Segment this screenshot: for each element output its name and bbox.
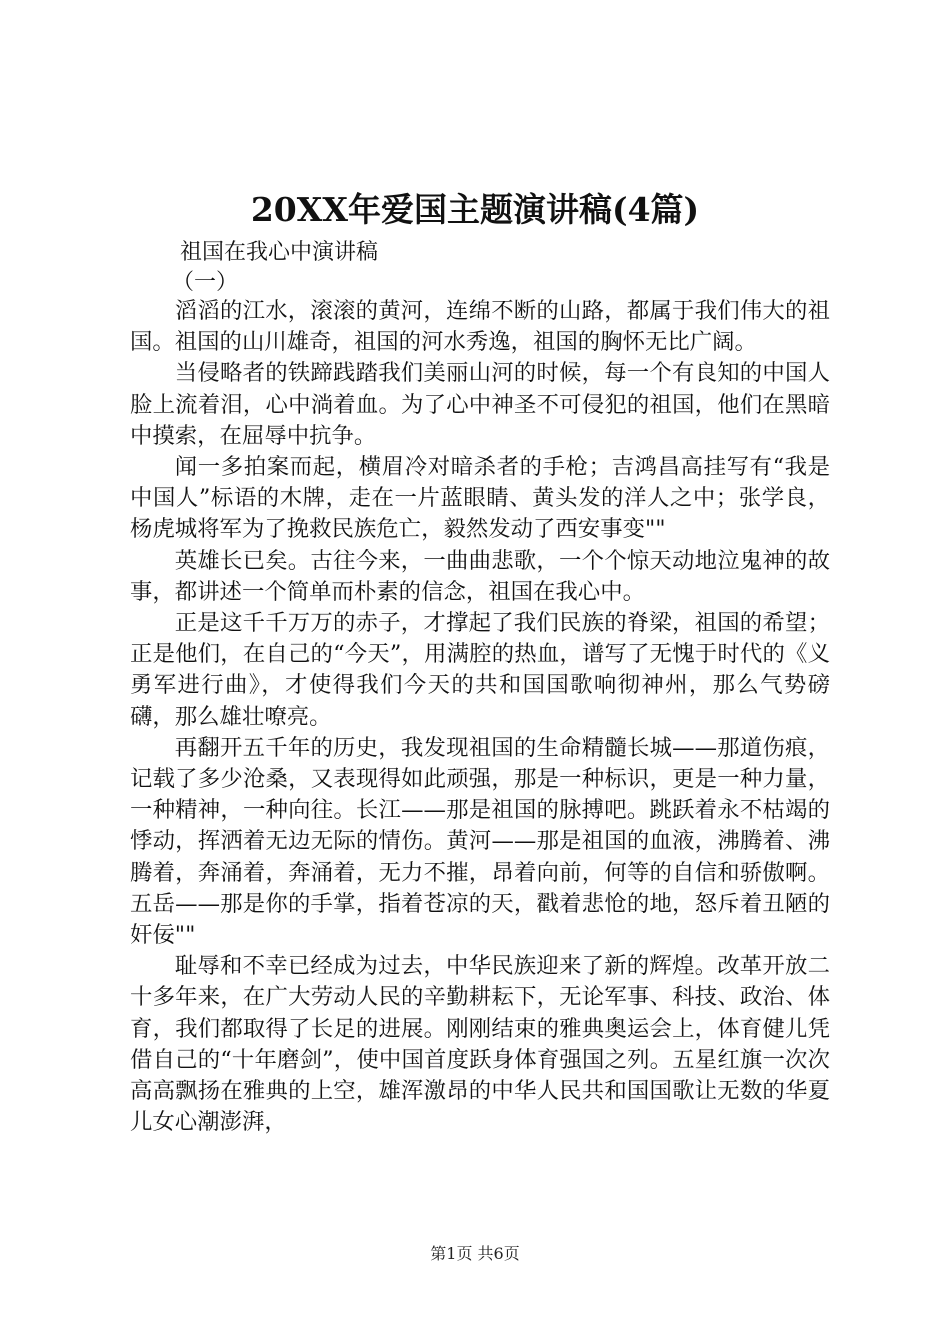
paragraph: 闻一多拍案而起，横眉冷对暗杀者的手枪；吉鸿昌高挂写有“我是中国人”标语的木牌，走在一片蓝眼睛、黄头发的洋人之中；张学良，杨虎城将军为了挽救民族危亡，毅然发动了西安事变"" — [130, 454, 830, 543]
paragraph: 正是这千千万万的赤子，才撑起了我们民族的脊梁，祖国的希望；正是他们，在自己的“今天”，用满腔的热血，谱写了无愧于时代的《义勇军进行曲》，才使得我们今天的共和国国歌响彻神州，那么气势磅礴，那么雄壮嘹亮。 — [130, 610, 830, 730]
paragraph: 耻辱和不幸已经成为过去，中华民族迎来了新的辉煌。改革开放二十多年来，在广大劳动人民的辛勤耕耘下，无论军事、科技、政治、体育，我们都取得了长足的进展。刚刚结束的雅典奥运会上，体育健儿凭借自己的“十年磨剑”，使中国首度跃身体育强国之列。五星红旗一次次高高飘扬在雅典的上空，雄浑激昂的中华人民共和国国歌让无数的华夏儿女心潮澎湃， — [130, 953, 830, 1136]
section-number: （一） — [172, 270, 239, 295]
document-title: 20XX年爱国主题演讲稿(4篇) — [250, 190, 700, 229]
page-footer: 第1页 共6页 — [430, 1244, 520, 1263]
paragraph: 再翻开五千年的历史，我发现祖国的生命精髓长城——那道伤痕，记载了多少沧桑，又表现得如此顽强，那是一种标识，更是一种力量，一种精神，一种向往。长江——那是祖国的脉搏吧。跳跃着永不枯竭的悸动，挥洒着无边无际的情伤。黄河——那是祖国的血液，沸腾着、沸腾着，奔涌着，奔涌着，无力不摧，昂着向前，何等的自信和骄傲啊。五岳——那是你的手掌，指着苍凉的天，戳着悲怆的地，怒斥着丑陋的奸佞"" — [130, 734, 830, 949]
document-body — [130, 296, 830, 1138]
paragraph: 滔滔的江水，滚滚的黄河，连绵不断的山路，都属于我们伟大的祖国。祖国的山川雄奇，祖国的河水秀逸，祖国的胸怀无比广阔。 — [130, 298, 830, 356]
paragraph: 当侵略者的铁蹄践踏我们美丽山河的时候，每一个有良知的中国人脸上流着泪，心中淌着血。为了心中神圣不可侵犯的祖国，他们在黑暗中摸索，在屈辱中抗争。 — [130, 360, 830, 449]
paragraph: 英雄长已矣。古往今来，一曲曲悲歌，一个个惊天动地泣鬼神的故事，都讲述一个简单而朴素的信念，祖国在我心中。 — [130, 547, 830, 605]
speech-subtitle: 祖国在我心中演讲稿 — [180, 240, 379, 265]
